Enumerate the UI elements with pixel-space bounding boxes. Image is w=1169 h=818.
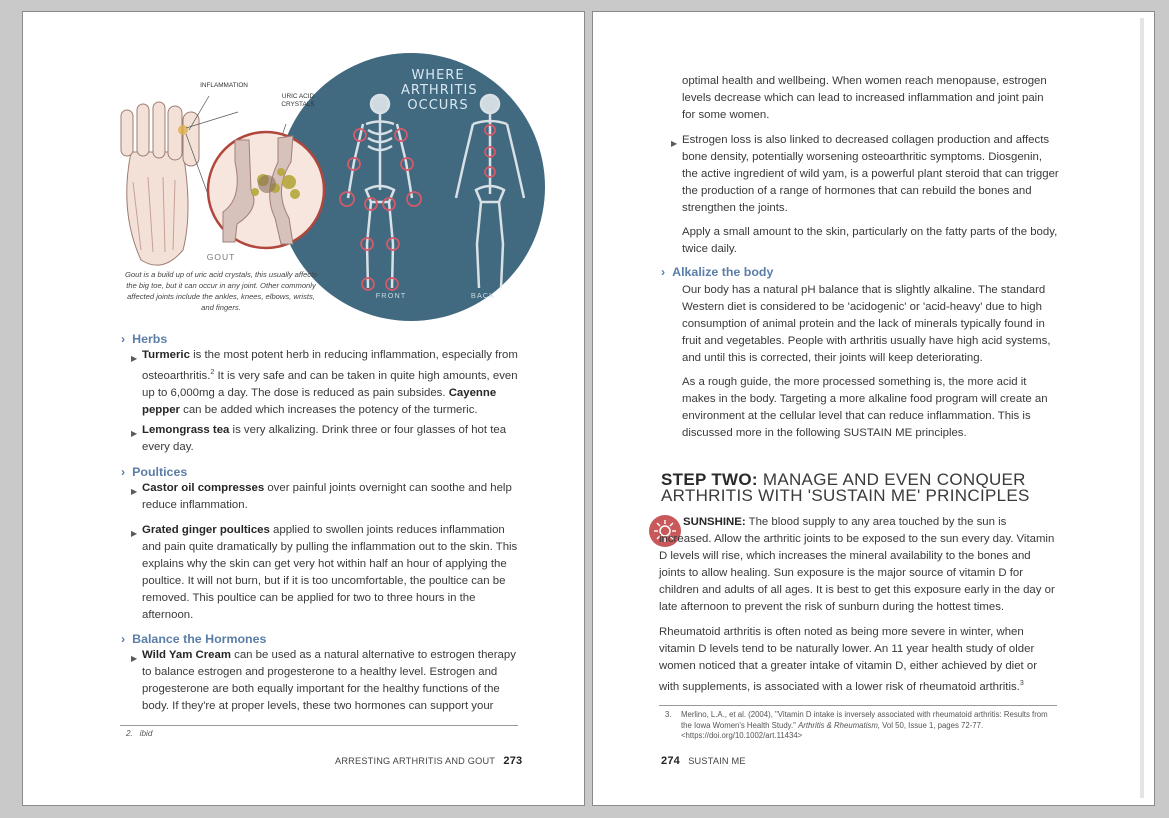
footer-title: SUSTAIN ME <box>688 756 746 766</box>
lemongrass-text: is very alkalizing. Drink three or four glasses of hot tea every day. <box>142 424 507 453</box>
page-footer-left <box>335 755 522 767</box>
step-two-line1: MANAGE AND EVEN CONQUER <box>762 470 1026 489</box>
label-inflammation: INFLAMMATION <box>200 82 248 89</box>
alkalize-paragraph-2: As a rough guide, the more processed something is, the more acid it makes in the body. Targeting a more alkaline food program will create an environment at the cellular level that can reduce inflammation. This is discussed more in the following SUSTAIN ME principles. <box>682 376 1048 439</box>
bullet-marker: ▶ <box>131 654 138 663</box>
page-footer-right <box>661 755 746 767</box>
footnote-3-text-a: Merlino, L.A., et al. (2004), "Vitamin D intake is inversely associated with rheumatoid arthritis: Results from the Iowa Women's Health Study." <box>681 710 1048 730</box>
footnote-rule <box>120 725 518 726</box>
bullet-estrogen <box>671 132 1059 217</box>
bullet-ginger <box>131 522 523 624</box>
term-cayenne: Cayenne pepper <box>142 386 497 416</box>
bullet-turmeric <box>131 347 523 419</box>
step-two-bold: STEP TWO: <box>661 470 758 489</box>
term-sunshine: SUNSHINE: <box>683 516 746 528</box>
page-number: 274 <box>661 755 680 767</box>
footnote-rule <box>659 705 1057 706</box>
term-ginger: Grated ginger poultices <box>142 524 270 536</box>
left-page <box>22 11 585 806</box>
footnote-2: 2. ibid <box>126 729 153 738</box>
footer-title: ARRESTING ARTHRITIS AND GOUT <box>335 756 496 766</box>
castor-text: over painful joints overnight can soothe and help reduce inflammation. <box>142 482 512 511</box>
right-page <box>592 11 1155 806</box>
alkalize-paragraph-1: Our body has a natural pH balance that is slightly alkaline. The standard Western diet is considered to be 'acidogenic' or 'acid-heavy' due to high consumption of animal protein and the lack of minerals typically found in fruit and vegetables. People with arthritis usually have high acid systems, and until this is corrected, their joints will keep deteriorating. <box>682 284 1051 364</box>
cayenne-text: can be added which increases the potency of the turmeric. <box>179 403 478 416</box>
footnote-3-num: 3. <box>665 710 672 719</box>
sunshine-text: The blood supply to any area touched by the sun is increased. Allow the arthritic joints to be exposed to the sun every day. Vitamin D levels will rise, which increases the mineral availability to the bones and joints to allow healing. Sun exposure is the major source of vitamin D for children and adults of all ages. It is best to get this exposure early in the day or late afternoon to prevent the risk of sunburn during the hottest times. <box>659 516 1055 613</box>
rheumatoid-paragraph <box>659 624 1059 696</box>
estrogen-text: Estrogen loss is also linked to decreased collagen production and affects bone density, potentially worsening osteoarthritic symptoms. Diosgenin, the active ingredient of wild yam, is a powerful plant steroid that can trigger the production of a range of hormones that can rebuild the bones and strengthen the joints. <box>682 134 1059 214</box>
term-lemongrass: Lemongrass tea <box>142 424 230 436</box>
gout-illustration <box>23 12 585 332</box>
term-turmeric: Turmeric <box>142 349 190 361</box>
footnote-3-text-b: Vol 50, Issue 1, pages 72-77. <https://doi.org/10.1002/art.11434> <box>681 720 984 740</box>
continued-paragraph: optimal health and wellbeing. When women reach menopause, estrogen levels decrease which can lead to increased inflammation and joint pain for some women. <box>682 75 1047 121</box>
apply-paragraph: Apply a small amount to the skin, particularly on the fatty parts of the body, twice daily. <box>682 226 1058 255</box>
page-number: 273 <box>503 755 523 767</box>
label-uric-acid: URIC ACID CRYSTALS <box>281 93 315 108</box>
term-castor: Castor oil compresses <box>142 482 265 494</box>
sunshine-paragraph <box>659 514 1059 616</box>
gout-caption: Gout is a build up of uric acid crystals, this usually affects the big toe, but it can occur in any joint. Other commonly affected joints include the ankles, knees, elbows, wrists, and fingers. <box>124 270 318 312</box>
ginger-text: applied to swollen joints reduces inflammation and pain quite dramatically by pulling the inflammation out to the skin. This explains why the skin can get very hot within half an hour of applying the poultice. It will not burn, but if it is too uncomfortable, the poultice can be removed. This poultice can be applied for two to three hours in the afternoon. <box>142 524 518 621</box>
footnote-ref-2: 2 <box>210 369 215 376</box>
circle-title: WHERE ARTHRITIS OCCURS <box>401 68 478 113</box>
wild-yam-text: can be used as a natural alternative to estrogen therapy to balance estrogen and progesterone to a healthy level. Estrogen and progesterone are both equally important for the healthy functions of the body. If they're at proper levels, these two hormones can support your <box>142 649 516 712</box>
heading-alkalize: › Alkalize the body <box>661 265 774 279</box>
heading-herbs: › Herbs <box>121 332 168 346</box>
turmeric-text-b: It is very safe and can be taken in quite high amounts, even up to 6,000mg a day. The dose is reduced as pain subsides. <box>142 369 518 399</box>
bullet-wild-yam <box>131 647 523 715</box>
heading-poultices: › Poultices <box>121 465 188 479</box>
bullet-lemongrass <box>131 422 523 456</box>
bullet-marker: ▶ <box>671 139 678 148</box>
turmeric-text-a: is the most potent herb in reducing inflammation, especially from osteoarthritis. <box>142 349 518 382</box>
label-front: FRONT <box>375 291 407 300</box>
bullet-marker: ▶ <box>131 487 138 496</box>
heading-hormones: › Balance the Hormones <box>121 632 267 646</box>
term-wild-yam: Wild Yam Cream <box>142 649 231 661</box>
footnote-3 <box>665 710 1057 742</box>
bullet-marker: ▶ <box>131 354 138 363</box>
page-edge <box>1140 18 1144 798</box>
footnote-3-journal: Arthritis & Rheumatism, <box>798 720 880 730</box>
bullet-marker: ▶ <box>131 429 138 438</box>
bullet-marker: ▶ <box>131 529 138 538</box>
step-two-heading <box>661 472 1030 504</box>
rheumatoid-text: Rheumatoid arthritis is often noted as being more severe in winter, when vitamin D levels tend to be naturally lower. An 11 year health study of older women noticed that a greater intake of vitamin D, either achieved by diet or with supplements, is associated with a lower risk of rheumatoid arthritis. <box>659 626 1037 693</box>
step-two-line2: ARTHRITIS WITH 'SUSTAIN ME' PRINCIPLES <box>661 486 1030 505</box>
footnote-ref-3: 3 <box>1019 680 1024 687</box>
bullet-castor <box>131 480 523 514</box>
label-back: BACK <box>470 291 496 300</box>
label-gout: GOUT <box>206 252 236 262</box>
